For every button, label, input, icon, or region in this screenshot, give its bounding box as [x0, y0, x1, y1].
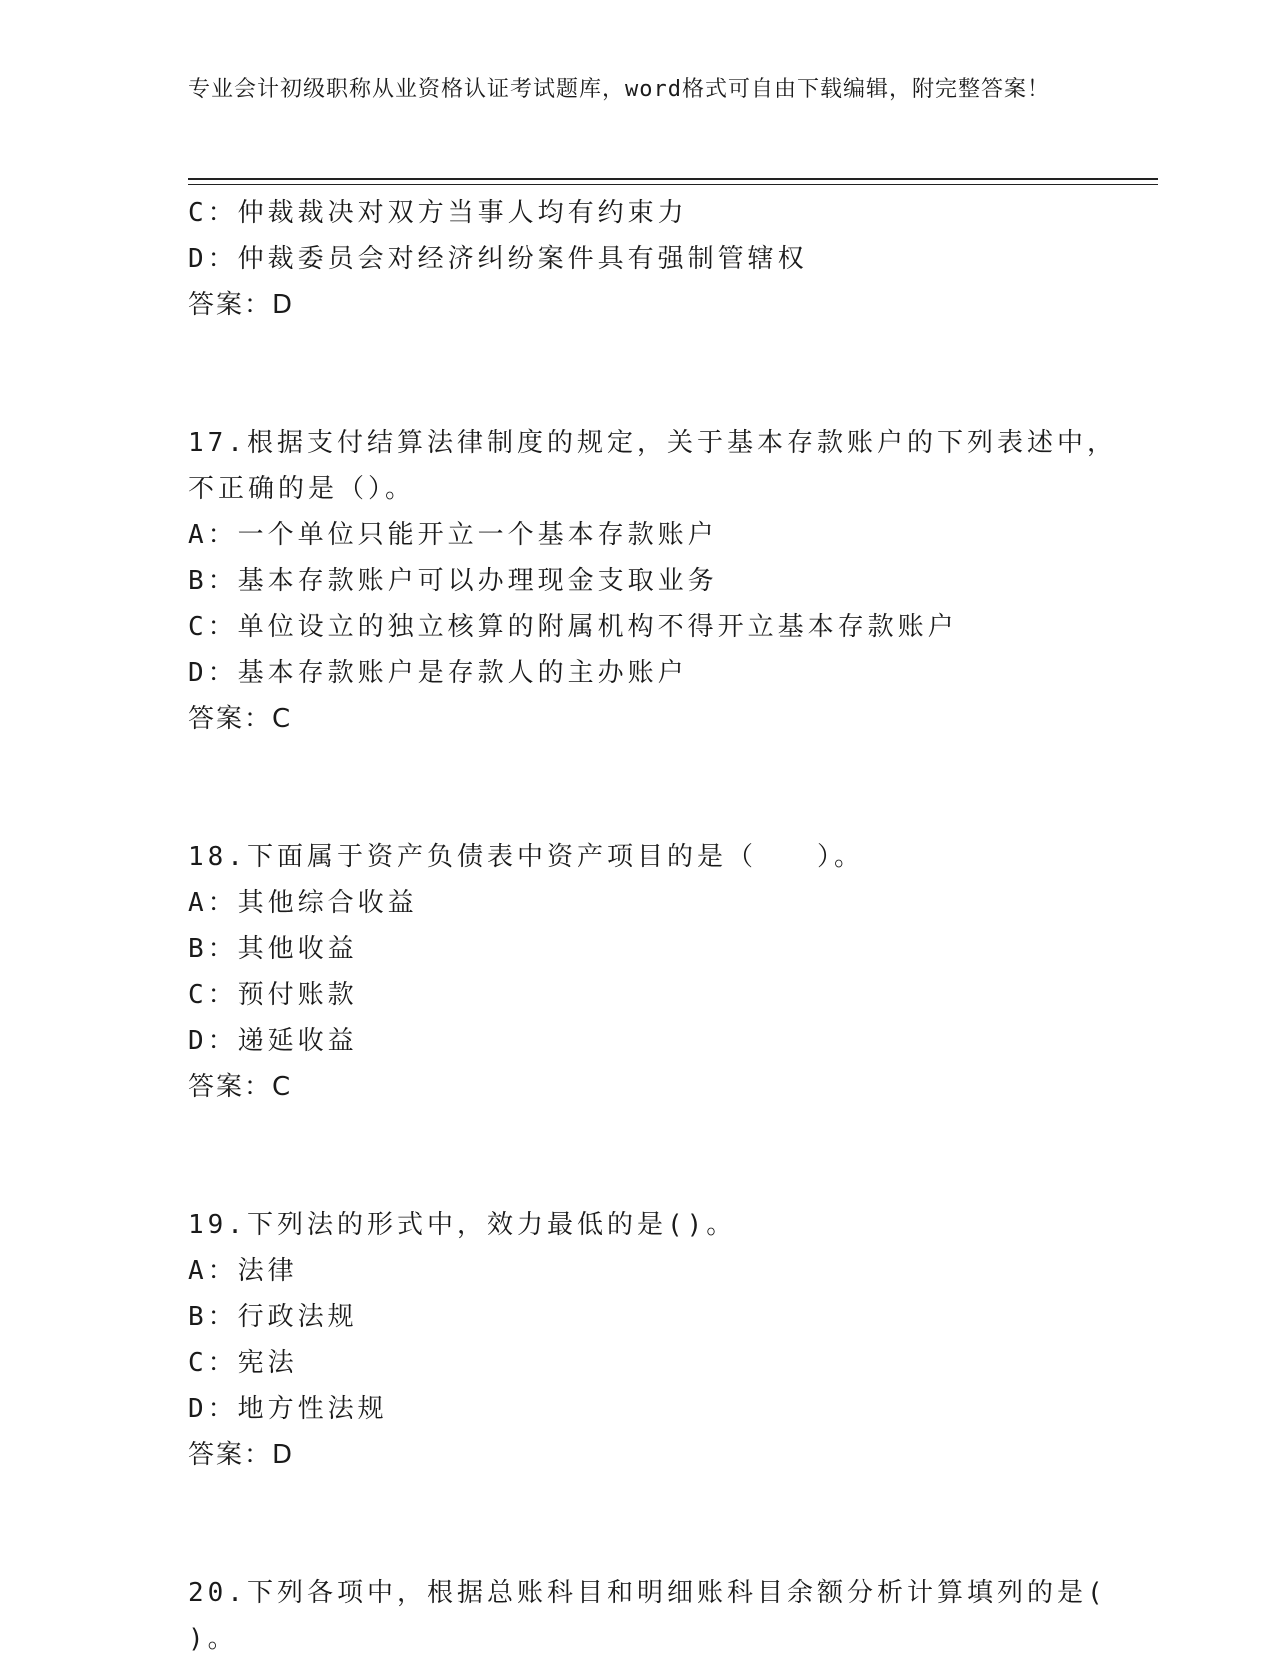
option-d: D：基本存款账户是存款人的主办账户: [188, 658, 688, 688]
option-c: C：宪法: [188, 1348, 298, 1378]
question-18: [188, 834, 1088, 1110]
question-title-cont: 不正确的是（）。: [188, 474, 416, 504]
question-title: 17.根据支付结算法律制度的规定，关于基本存款账户的下列表述中，: [188, 428, 1117, 458]
document-header: 专业会计初级职称从业资格认证考试题库，word格式可自由下载编辑，附完整答案！: [188, 77, 1050, 102]
question-20: [188, 1570, 1107, 1662]
option-b: B：行政法规: [188, 1302, 358, 1332]
option-d: D：递延收益: [188, 1026, 358, 1056]
option-b: B：其他收益: [188, 934, 358, 964]
question-title: 18.下面属于资产负债表中资产项目的是（ ）。: [188, 842, 864, 872]
option-c: C：预付账款: [188, 980, 358, 1010]
option-a: A：一个单位只能开立一个基本存款账户: [188, 520, 718, 550]
option-d: D：地方性法规: [188, 1394, 388, 1424]
option-c: C：单位设立的独立核算的附属机构不得开立基本存款账户: [188, 612, 958, 642]
option-a: A：其他综合收益: [188, 888, 418, 918]
answer: 答案：D: [188, 1440, 295, 1470]
option-d: D：仲裁委员会对经济纠纷案件具有强制管辖权: [188, 244, 808, 274]
question-content: [188, 190, 1117, 1662]
option-c: C：仲裁裁决对双方当事人均有约束力: [188, 198, 688, 228]
question-title: 19.下列法的形式中，效力最低的是()。: [188, 1210, 737, 1240]
answer: 答案：C: [188, 1072, 293, 1102]
question-title: 20.下列各项中，根据总账科目和明细账科目余额分析计算填列的是(: [188, 1578, 1107, 1608]
question-title-cont: )。: [188, 1624, 238, 1654]
answer: 答案：C: [188, 704, 293, 734]
question-19: [188, 1202, 1088, 1478]
header-rule-thin: [188, 184, 1158, 185]
answer: 答案：D: [188, 290, 295, 320]
option-b: B：基本存款账户可以办理现金支取业务: [188, 566, 718, 596]
question-17: [188, 420, 1117, 742]
option-a: A：法律: [188, 1256, 298, 1286]
header-rule-thick: [188, 178, 1158, 180]
